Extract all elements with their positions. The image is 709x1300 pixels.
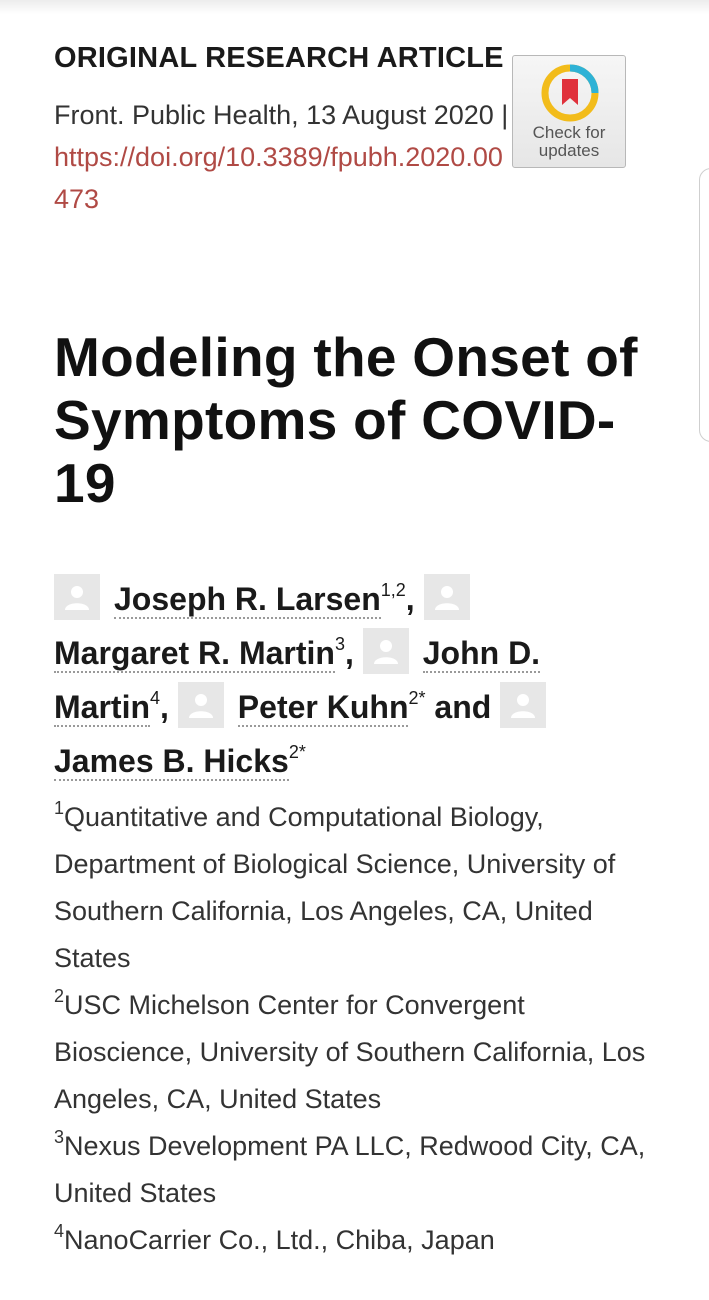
author-entry <box>178 689 491 725</box>
check-badge-line2: updates <box>538 141 600 160</box>
author-name-link[interactable]: Joseph R. Larsen <box>114 581 381 617</box>
status-bar-shadow <box>0 0 709 14</box>
affiliation-text: Quantitative and Computational Biology, Department of Biological Science, University of Southern California, Los Angeles, CA, United States <box>54 802 616 973</box>
author-name-link[interactable]: Margaret R. Martin <box>54 635 335 671</box>
user-placeholder-icon <box>374 638 398 664</box>
affiliation-number: 2 <box>54 986 65 1006</box>
author-name-link[interactable]: John D. Martin <box>54 635 541 725</box>
author-separator: and <box>434 689 492 725</box>
check-badge-line1: Check for <box>532 123 606 142</box>
affiliation-item <box>54 982 654 1123</box>
article-title: Modeling the Onset of Symptoms of COVID-19 <box>54 326 638 514</box>
affiliation-text: Nexus Development PA LLC, Redwood City, CA, United States <box>54 1131 646 1208</box>
affiliation-item <box>54 1217 654 1264</box>
author-name-link[interactable]: Peter Kuhn <box>237 689 409 725</box>
author-list <box>54 572 614 788</box>
author-entry <box>54 581 415 617</box>
affiliation-list <box>54 794 654 1264</box>
affiliation-number: 3 <box>54 1127 65 1147</box>
side-scroll-handle[interactable] <box>699 168 709 442</box>
author-separator: , <box>405 581 415 617</box>
affiliation-number: 4 <box>54 1221 65 1241</box>
doi-link[interactable]: https://doi.org/10.3389/fpubh.2020.00473 <box>54 142 503 214</box>
check-for-updates-text <box>513 124 625 160</box>
crossmark-icon <box>539 62 601 124</box>
user-placeholder-icon <box>65 584 89 610</box>
user-placeholder-icon <box>511 692 535 718</box>
publication-info <box>54 94 514 220</box>
affiliation-item <box>54 794 654 982</box>
author-separator: , <box>344 635 354 671</box>
author-affiliation-sup: 2* <box>288 742 306 762</box>
affiliation-text: USC Michelson Center for Convergent Bioscience, University of Southern California, Los Angeles, CA, United States <box>54 990 646 1114</box>
avatar[interactable] <box>363 628 409 674</box>
author-name-link[interactable]: James B. Hicks <box>54 743 289 779</box>
affiliation-number: 1 <box>54 798 65 818</box>
affiliation-text: NanoCarrier Co., Ltd., Chiba, Japan <box>64 1225 495 1255</box>
avatar[interactable] <box>54 574 100 620</box>
author-affiliation-sup: 1,2 <box>380 580 406 600</box>
author-affiliation-sup: 2* <box>408 688 426 708</box>
author-separator: , <box>160 689 169 725</box>
check-for-updates-badge[interactable] <box>512 55 626 168</box>
user-placeholder-icon <box>189 692 213 718</box>
author-affiliation-sup: 4 <box>150 688 161 708</box>
article-type-label: ORIGINAL RESEARCH ARTICLE <box>54 42 504 74</box>
avatar[interactable] <box>178 682 224 728</box>
user-placeholder-icon <box>435 584 459 610</box>
author-affiliation-sup: 3 <box>334 634 345 654</box>
affiliation-item <box>54 1123 654 1217</box>
avatar[interactable] <box>424 574 470 620</box>
journal-date: Front. Public Health, 13 August 2020 | <box>54 100 509 130</box>
avatar[interactable] <box>500 682 546 728</box>
